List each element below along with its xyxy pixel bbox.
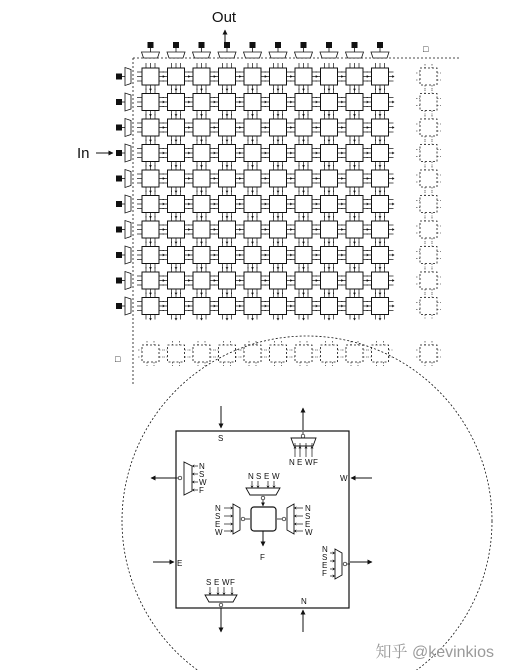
mux-left-upper-label-3: F <box>199 486 204 495</box>
mux-center-top-label-3: W <box>272 472 280 481</box>
mux-left-upper <box>176 462 207 495</box>
pe-cell <box>341 293 369 321</box>
left-input-muxes <box>116 68 131 316</box>
pe-cell <box>239 63 267 91</box>
pe-cell <box>341 140 369 168</box>
pe-cell <box>163 267 191 295</box>
pe-cell <box>367 140 395 168</box>
top-mux <box>371 42 389 58</box>
pe-cell <box>163 242 191 270</box>
pe-cell <box>214 89 242 117</box>
ghost-pe <box>416 192 441 217</box>
pe-cell <box>290 267 318 295</box>
pe-cell <box>367 293 395 321</box>
pe-cell <box>214 165 242 193</box>
left-mux <box>116 246 131 264</box>
mux-left-upper-label-0: N <box>199 462 205 471</box>
top-mux <box>244 42 262 58</box>
top-mux <box>320 42 338 58</box>
in-label: In <box>77 145 90 162</box>
pe-cell <box>137 165 165 193</box>
pe-cell <box>137 191 165 219</box>
pe-cell <box>367 63 395 91</box>
top-mux <box>218 42 236 58</box>
mux-center-left <box>215 504 250 537</box>
pe-cell <box>290 140 318 168</box>
pe-cell <box>341 89 369 117</box>
ghost-pe <box>416 141 441 166</box>
pe-cell <box>188 89 216 117</box>
pe-cell <box>316 293 344 321</box>
pe-cell <box>265 63 293 91</box>
mux-center-top <box>246 472 280 506</box>
pe-cell <box>137 63 165 91</box>
pe-cell <box>367 267 395 295</box>
pe-cell <box>265 140 293 168</box>
mux-top-right-label-0: N <box>289 458 295 467</box>
mux-center-right-label-3: W <box>305 528 313 537</box>
right-ghost-column <box>416 64 441 366</box>
pe-cell <box>367 216 395 244</box>
pe-cell <box>265 89 293 117</box>
mux-bottom-left-label-3: F <box>230 578 235 587</box>
pe-cell <box>316 89 344 117</box>
pe-cell <box>188 140 216 168</box>
watermark: 知乎 @kevinkios <box>375 644 494 661</box>
pe-cell <box>367 191 395 219</box>
mux-right-lower-label-0: N <box>322 545 328 554</box>
center-pe <box>251 507 276 531</box>
ghost-pe <box>416 217 441 242</box>
pe-cell <box>188 293 216 321</box>
pe-cell <box>163 165 191 193</box>
pe-cell <box>163 293 191 321</box>
left-mux <box>116 144 131 162</box>
ghost-pe <box>215 341 240 366</box>
pe-cell <box>239 140 267 168</box>
pe-cell <box>163 114 191 142</box>
ghost-pe <box>416 294 441 319</box>
mux-center-right-label-1: S <box>305 512 311 521</box>
mux-top-right-label-3: F <box>313 458 318 467</box>
mux-center-top-label-0: N <box>248 472 254 481</box>
left-mux <box>116 170 131 188</box>
ghost-pe <box>164 341 189 366</box>
pe-cell <box>290 216 318 244</box>
pe-cell <box>265 191 293 219</box>
pe-cell <box>137 89 165 117</box>
mux-center-left-label-1: S <box>215 512 221 521</box>
pe-cell <box>163 140 191 168</box>
center-output-label: F <box>260 553 265 562</box>
mux-right-lower-label-3: F <box>322 569 327 578</box>
mux-center-left-label-3: W <box>215 528 223 537</box>
pe-cell <box>188 165 216 193</box>
top-mux <box>142 42 160 58</box>
pe-cell <box>137 216 165 244</box>
ghost-pe <box>416 64 441 89</box>
pe-cell <box>163 216 191 244</box>
top-output-muxes <box>142 42 390 58</box>
ghost-pe <box>416 115 441 140</box>
pe-cell <box>367 165 395 193</box>
pe-cell <box>316 216 344 244</box>
pe-cell <box>290 165 318 193</box>
pe-cell <box>265 242 293 270</box>
mux-bottom-left <box>205 578 237 607</box>
pe-cell <box>239 267 267 295</box>
pe-cell <box>163 63 191 91</box>
pe-grid <box>137 63 395 321</box>
ghost-pe <box>317 341 342 366</box>
mux-center-left-label-2: E <box>215 520 221 529</box>
pe-cell <box>239 165 267 193</box>
bottom-ghost-row <box>138 341 393 366</box>
left-mux <box>116 119 131 137</box>
ghost-pe <box>266 341 291 366</box>
left-mux <box>116 93 131 111</box>
corner-mark-bottom-left: □ <box>115 354 121 364</box>
pe-cell <box>316 165 344 193</box>
pe-cell <box>290 114 318 142</box>
left-mux <box>116 272 131 290</box>
pe-cell <box>239 114 267 142</box>
mux-center-right <box>277 504 313 537</box>
mux-top-right-label-2: W <box>305 458 313 467</box>
pe-cell <box>137 267 165 295</box>
mux-center-left-label-0: N <box>215 504 221 513</box>
pe-cell <box>214 293 242 321</box>
ghost-pe <box>416 268 441 293</box>
mux-center-right-label-2: E <box>305 520 311 529</box>
pe-cell <box>239 191 267 219</box>
mux-right-lower-label-1: S <box>322 553 328 562</box>
pe-cell <box>367 242 395 270</box>
side-label-n: N <box>301 597 307 606</box>
mux-right-lower-label-2: E <box>322 561 328 570</box>
mux-top-right-label-1: E <box>297 458 303 467</box>
mux-center-top-label-1: S <box>256 472 262 481</box>
mux-top-right <box>289 432 318 467</box>
ghost-pe <box>416 341 441 366</box>
corner-mark-top-right: □ <box>423 44 429 54</box>
pe-cell <box>290 89 318 117</box>
pe-cell <box>239 216 267 244</box>
ghost-pe <box>416 166 441 191</box>
ghost-pe <box>416 243 441 268</box>
pe-cell <box>214 114 242 142</box>
pe-cell <box>367 114 395 142</box>
left-mux <box>116 221 131 239</box>
ghost-pe <box>138 341 163 366</box>
left-mux <box>116 297 131 315</box>
side-label-w: W <box>340 474 348 483</box>
pe-cell <box>265 114 293 142</box>
pe-cell <box>214 191 242 219</box>
pe-cell <box>316 114 344 142</box>
ghost-pe <box>368 341 393 366</box>
pe-cell <box>188 216 216 244</box>
pe-cell <box>316 63 344 91</box>
pe-cell <box>137 114 165 142</box>
pe-cell <box>214 242 242 270</box>
pe-cell <box>341 63 369 91</box>
pe-cell <box>265 216 293 244</box>
pe-cell <box>188 191 216 219</box>
mux-left-upper-label-1: S <box>199 470 205 479</box>
pe-cell <box>188 114 216 142</box>
pe-cell <box>290 191 318 219</box>
pe-cell <box>214 140 242 168</box>
zoom-circle <box>122 336 492 670</box>
pe-cell <box>137 242 165 270</box>
pe-cell <box>290 63 318 91</box>
mux-right-lower <box>322 545 350 579</box>
top-mux <box>269 42 287 58</box>
out-label: Out <box>211 9 237 26</box>
pe-cell <box>214 267 242 295</box>
pe-cell <box>341 191 369 219</box>
pe-cell <box>341 216 369 244</box>
pe-cell <box>341 114 369 142</box>
mux-bottom-left-label-1: E <box>214 578 220 587</box>
pe-cell <box>316 242 344 270</box>
mux-left-upper-label-2: W <box>199 478 207 487</box>
pe-cell <box>188 242 216 270</box>
pe-cell <box>290 242 318 270</box>
ghost-pe <box>291 341 316 366</box>
mux-center-right-label-0: N <box>305 504 311 513</box>
pe-cell <box>239 242 267 270</box>
pe-cell <box>265 165 293 193</box>
top-mux <box>346 42 364 58</box>
pe-cell <box>188 63 216 91</box>
pe-cell <box>214 63 242 91</box>
pe-cell <box>341 242 369 270</box>
pe-cell <box>316 191 344 219</box>
pe-cell <box>163 89 191 117</box>
pe-cell <box>214 216 242 244</box>
pe-cell <box>341 165 369 193</box>
ghost-pe <box>189 341 214 366</box>
top-mux <box>167 42 185 58</box>
pe-cell <box>316 267 344 295</box>
ghost-pe <box>240 341 265 366</box>
left-mux <box>116 195 131 213</box>
side-label-s: S <box>218 434 224 443</box>
pe-cell <box>265 293 293 321</box>
pe-cell <box>341 267 369 295</box>
pe-cell <box>290 293 318 321</box>
pe-cell <box>316 140 344 168</box>
side-label-e: E <box>177 559 183 568</box>
pe-cell <box>137 293 165 321</box>
left-mux <box>116 68 131 86</box>
pe-cell <box>163 191 191 219</box>
ghost-pe <box>416 90 441 115</box>
top-mux <box>295 42 313 58</box>
mux-bottom-left-label-0: S <box>206 578 212 587</box>
top-mux <box>193 42 211 58</box>
pe-cell <box>137 140 165 168</box>
pe-cell <box>239 89 267 117</box>
pe-cell <box>239 293 267 321</box>
pe-cell <box>265 267 293 295</box>
mux-center-top-label-2: E <box>264 472 270 481</box>
pe-cell <box>188 267 216 295</box>
mux-bottom-left-label-2: W <box>222 578 230 587</box>
pe-cell <box>367 89 395 117</box>
